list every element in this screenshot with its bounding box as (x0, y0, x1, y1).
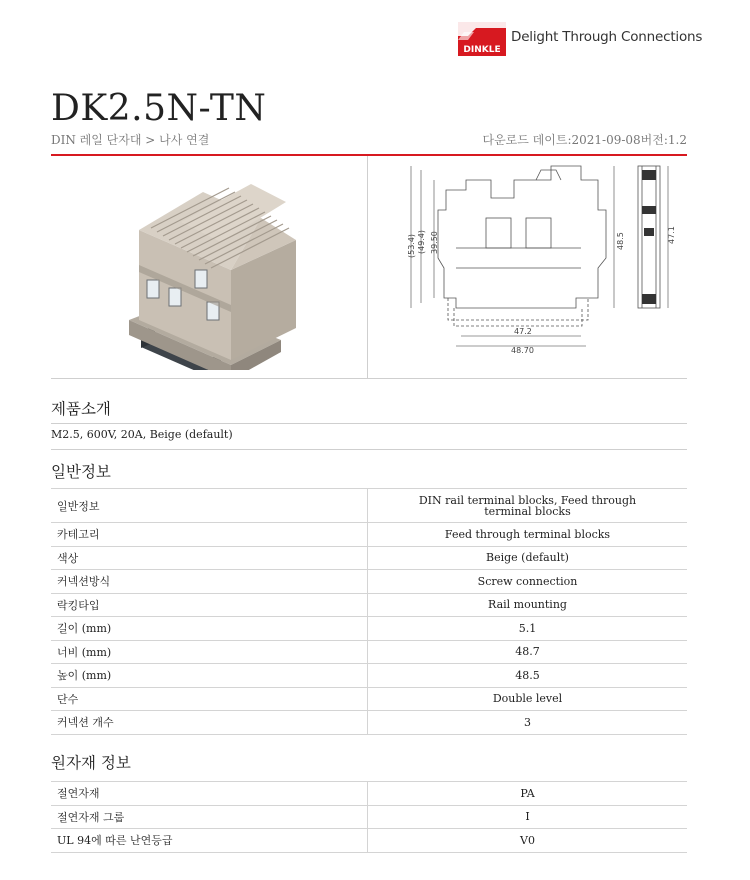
dim-49-4: (49.4) (417, 229, 426, 254)
product-description: M2.5, 600V, 20A, Beige (default) (51, 428, 233, 441)
breadcrumb: DIN 레일 단자대 > 나사 연결 (51, 133, 210, 147)
spec-value: Rail mounting (368, 593, 688, 617)
spec-key: 커넥션방식 (51, 570, 368, 594)
table-row (51, 805, 687, 829)
table-row (51, 617, 687, 641)
spec-value: PA (368, 782, 688, 806)
spec-value: 5.1 (368, 617, 688, 641)
section-title-general: 일반정보 (51, 463, 111, 481)
material-info-table (51, 781, 687, 853)
spec-key: 높이 (mm) (51, 664, 368, 688)
dim-47-1: 47.1 (667, 226, 676, 244)
spec-value: Double level (368, 687, 688, 711)
spec-key: 절연자재 그룹 (51, 805, 368, 829)
table-row (51, 711, 687, 735)
table-row (51, 570, 687, 594)
spec-value: I (368, 805, 688, 829)
spec-value: 3 (368, 711, 688, 735)
spec-key: 너비 (mm) (51, 640, 368, 664)
spec-key: 색상 (51, 546, 368, 570)
table-row (51, 523, 687, 547)
spec-value: Beige (default) (368, 546, 688, 570)
product-figures (51, 156, 687, 379)
spec-value: 48.7 (368, 640, 688, 664)
spec-key: 길이 (mm) (51, 617, 368, 641)
spec-key: 단수 (51, 687, 368, 711)
table-row (51, 640, 687, 664)
spec-value: Feed through terminal blocks (368, 523, 688, 547)
dim-48-7: 48.70 (511, 346, 534, 355)
table-row (51, 687, 687, 711)
dim-53-4: (53.4) (407, 233, 416, 258)
spec-key: 절연자재 (51, 782, 368, 806)
figure-divider (367, 156, 368, 378)
spec-value: Screw connection (368, 570, 688, 594)
spec-value: V0 (368, 829, 688, 853)
page-title: DK2.5N-TN (51, 88, 267, 129)
table-row (51, 593, 687, 617)
table-row (51, 546, 687, 570)
spec-value: 48.5 (368, 664, 688, 688)
spec-key: 락킹타입 (51, 593, 368, 617)
spec-value: DIN rail terminal blocks, Feed through terminal blocks (368, 489, 688, 523)
technical-drawing (376, 158, 681, 376)
product-photo (111, 170, 311, 370)
dim-39-5: 39.50 (430, 231, 439, 254)
intro-divider (51, 423, 687, 424)
download-date-version: 다운로드 데이트:2021-09-08버전:1.2 (482, 133, 687, 147)
dim-47-2: 47.2 (514, 327, 532, 336)
intro-bottom-divider (51, 449, 687, 450)
section-title-intro: 제품소개 (51, 400, 111, 418)
spec-key: 일반정보 (51, 489, 368, 523)
general-info-table (51, 488, 687, 735)
table-row (51, 782, 687, 806)
table-row (51, 829, 687, 853)
dinkle-logo-mark (458, 22, 506, 56)
table-row (51, 664, 687, 688)
section-title-material: 원자재 정보 (51, 754, 131, 772)
brand-tagline: Delight Through Connections (511, 29, 703, 45)
spec-key: 커넥션 개수 (51, 711, 368, 735)
table-row (51, 489, 687, 523)
dim-48-5: 48.5 (616, 232, 625, 250)
svg-text:DINKLE: DINKLE (463, 45, 501, 55)
spec-key: 카테고리 (51, 523, 368, 547)
subtitle-bar (51, 131, 687, 149)
spec-key: UL 94에 따른 난연등급 (51, 829, 368, 853)
